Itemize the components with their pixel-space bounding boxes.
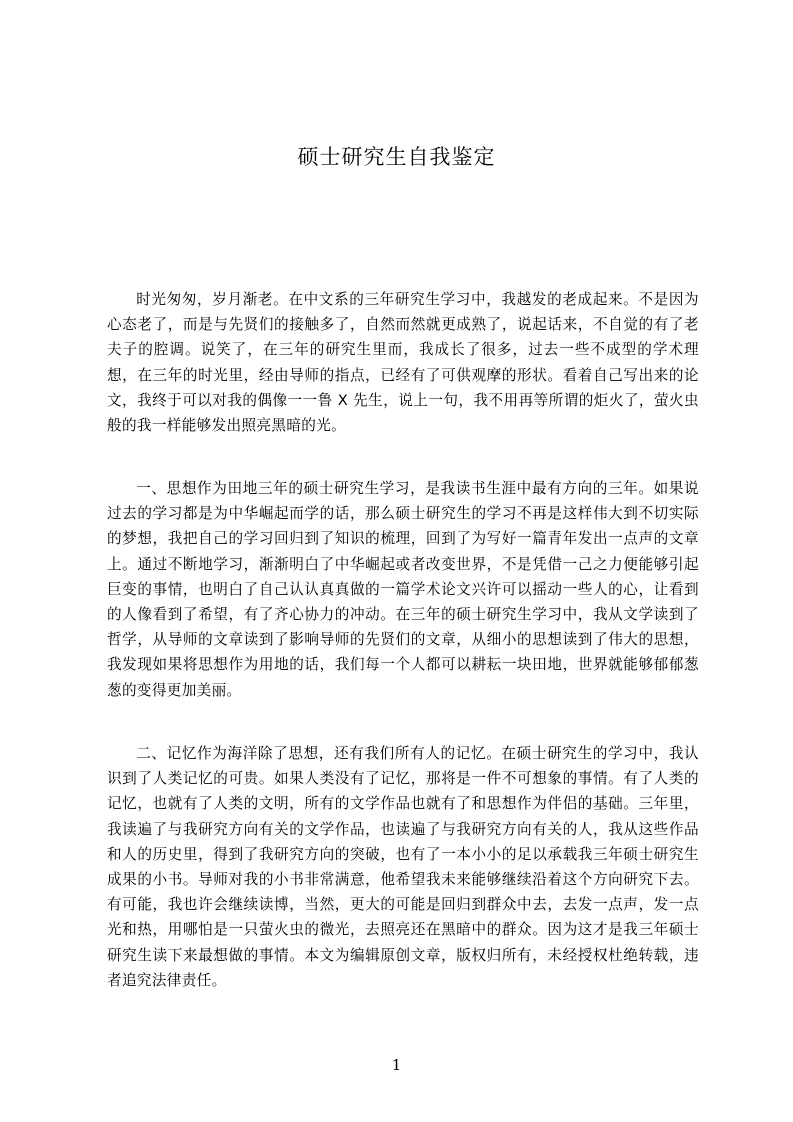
- paragraph-intro: 时光匆匆，岁月渐老。在中文系的三年研究生学习中，我越发的老成起来。不是因为心态老了，而是与先贤们的接触多了，自然而然就更成熟了，说起话来，不自觉的有了老夫子的腔调。说笑了，在三年的研究生里而，我成长了很多，过去一些不成型的学术理想，在三年的时光里，经由导师的指点，已经有了可供观摩的形状。看着自己写出来的论文，我终于可以对我的偶像一一鲁 X 先生，说上一句，我不用再等所谓的炬火了，萤火虫般的我一样能够发出照亮黑暗的光。: [107, 291, 699, 435]
- paragraph-memory: 二、记忆作为海洋除了思想，还有我们所有人的记忆。在硕士研究生的学习中，我认识到了人类记忆的可贵。如果人类没有了记忆，那将是一件不可想象的事情。有了人类的记忆，也就有了人类的文明，所有的文学作品也就有了和思想作为伴侣的基础。三年里，我读遍了与我研究方向有关的文学作品，也读遍了与我研究方向有关的人，我从这些作品和人的历史里，得到了我研究方向的突破，也有了一本小小的足以承载我三年硕士研究生成果的小书。导师对我的小书非常满意，他希望我未来能够继续沿着这个方向研究下去。有可能，我也许会继续读博，当然，更大的可能是回归到群众中去，去发一点声，发一点光和热，用哪怕是一只萤火虫的微光，去照亮还在黑暗中的群众。因为这才是我三年硕士研究生读下来最想做的事情。本文为编辑原创文章，版权归所有，未经授权杜绝转载，违者追究法律责任。: [107, 745, 699, 989]
- paragraph-thought: 一、思想作为田地三年的硕士研究生学习，是我读书生涯中最有方向的三年。如果说过去的学习都是为中华崛起而学的话，那么硕士研究生的学习不再是这样伟大到不切实际的梦想，我把自己的学习回归到了知识的梳理，回到了为写好一篇青年发出一点声的文章上。通过不断地学习，渐渐明白了中华崛起或者改变世界，不是凭借一己之力便能够引起巨变的事情，也明白了自己认认真真做的一篇学术论文兴许可以摇动一些人的心，让看到的人像看到了希望，有了齐心协力的冲动。在三年的硕士研究生学习中，我从文学读到了哲学，从导师的文章读到了影响导师的先贤们的文章，从细小的思想读到了伟大的思想，我发现如果将思想作为用地的话，我们每一个人都可以耕耘一块田地，世界就能够郁郁葱葱的变得更加美丽。: [107, 480, 699, 699]
- document-title: 硕士研究生自我鉴定: [297, 145, 496, 169]
- page-number: 1: [391, 1056, 402, 1074]
